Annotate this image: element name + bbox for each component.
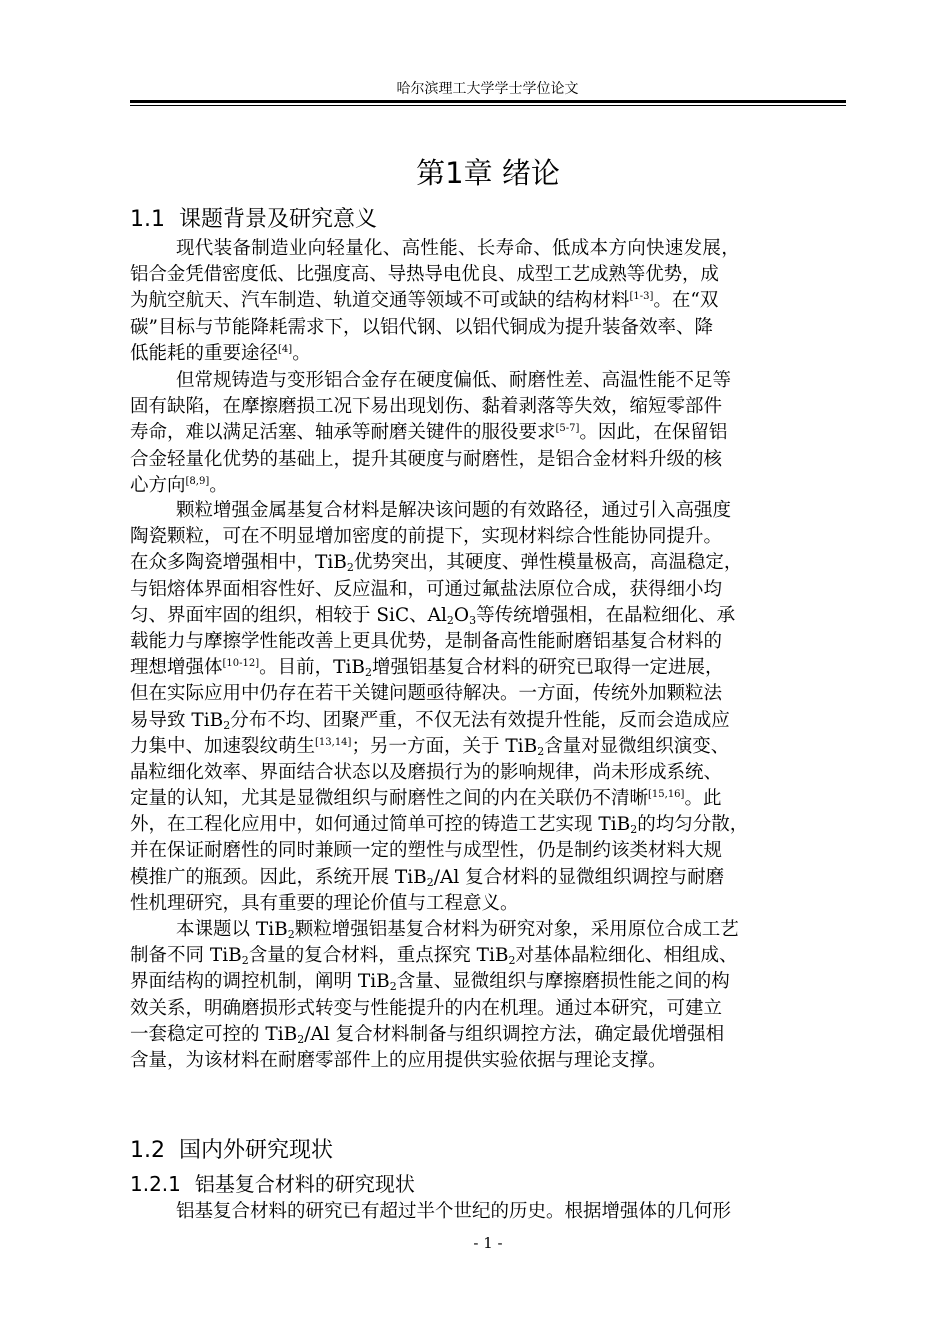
- running-header: 哈尔滨理工大学学士学位论文: [396, 81, 579, 97]
- text-line: 效关系，明确磨损形式转变与性能提升的内在机理。通过本研究，可建立: [130, 997, 723, 1019]
- header-rule-thick: [130, 100, 846, 103]
- text-line: 理想增强体[10-12]。目前，TiB$_2$增强铝基复合材料的研究已取得一定进展，: [130, 657, 724, 680]
- text-line: 力集中、加速裂纹萌生[13,14]；另一方面，关于 TiB$_2$含量对显微组织演变、: [130, 735, 730, 758]
- chapter-title: 第1章 绪论: [416, 156, 560, 190]
- text-line: 颗粒增强金属基复合材料是解决该问题的有效路径，通过引入高强度: [176, 500, 732, 521]
- citation: [10-12]: [222, 658, 260, 670]
- text-line: 碳”目标与节能降耗需求下，以铝代钢、以铝代铜成为提升装备效率、降: [130, 316, 713, 338]
- text-line: 但在实际应用中仍存在若干关键问题亟待解决。一方面，传统外加颗粒法: [130, 683, 723, 705]
- paragraph-1: [130, 236, 846, 367]
- text-line: 固有缺陷，在摩擦磨损工况下易出现划伤、黏着剥落等失效，缩短零部件: [130, 396, 723, 418]
- citation: [4]: [278, 343, 293, 355]
- text-line: 性机理研究，具有重要的理论价值与工程意义。: [130, 892, 519, 914]
- text-line: 在众多陶瓷增强相中，TiB$_2$优势突出，其硬度、弹性模量极高，高温稳定，: [130, 552, 743, 575]
- section-title: 国内外研究现状: [179, 1138, 334, 1163]
- paragraph-5: [130, 1199, 846, 1225]
- citation: [5-7]: [555, 423, 580, 435]
- section-number: 1.2.1: [130, 1172, 181, 1196]
- section-number: 1.2: [130, 1138, 165, 1163]
- text-line: 现代装备制造业向轻量化、高性能、长寿命、低成本方向快速发展，: [176, 238, 741, 259]
- text-line: 外，在工程化应用中，如何通过简单可控的铸造工艺实现 TiB$_2$的均匀分散，: [130, 814, 749, 837]
- citation: [15,16]: [648, 789, 685, 801]
- section-number: 1.1: [130, 207, 165, 232]
- page-number: - 1 -: [473, 1234, 503, 1252]
- text-line: 为航空航天、汽车制造、轨道交通等领域不可或缺的结构材料[1-3]。在“双: [130, 290, 719, 312]
- text-line: 并在保证耐磨性的同时兼顾一定的塑性与成型性，仍是制约该类材料大规: [130, 840, 723, 862]
- text-line: 易导致 TiB$_2$分布不均、团聚严重，不仅无法有效提升性能，反而会造成应: [130, 709, 730, 732]
- text-line: 铝合金凭借密度低、比强度高、导热导电优良、成型工艺成熟等优势，成: [130, 264, 719, 286]
- text-line: 合金轻量化优势的基础上，提升其硬度与耐磨性，是铝合金材料升级的核: [130, 448, 723, 470]
- citation: [13,14]: [315, 736, 352, 748]
- text-line: 心方向[8,9]。: [130, 474, 228, 496]
- text-line: 晶粒细化效率、界面结合状态以及磨损行为的影响规律，尚未形成系统、: [130, 761, 723, 783]
- text-line: 制备不同 TiB$_2$含量的复合材料，重点探究 TiB$_2$对基体晶粒细化、相组成、: [130, 945, 738, 968]
- header-rule-thin: [130, 105, 846, 106]
- text-line: 铝基复合材料的研究已有超过半个世纪的历史。根据增强体的几何形: [176, 1201, 732, 1222]
- citation: [1-3]: [629, 291, 654, 303]
- section-heading-1-1: [130, 205, 377, 235]
- text-line: 一套稳定可控的 TiB$_2$/Al 复合材料制备与组织调控方法，确定最优增强相: [130, 1023, 725, 1046]
- text-line: 但常规铸造与变形铝合金存在硬度偏低、耐磨性差、高温性能不足等: [176, 370, 732, 391]
- text-line: 寿命，难以满足活塞、轴承等耐磨关键件的服役要求[5-7]。因此，在保留铝: [130, 422, 728, 444]
- paragraph-2: [130, 368, 846, 499]
- section-heading-1-2: [130, 1136, 333, 1166]
- section-title: 课题背景及研究意义: [179, 207, 378, 232]
- text-line: 低能耗的重要途径[4]。: [130, 342, 311, 364]
- text-line: 与铝熔体界面相容性好、反应温和，可通过氟盐法原位合成，获得细小均: [130, 578, 723, 600]
- text-line: 陶瓷颗粒，可在不明显增加密度的前提下，实现材料综合性能协同提升。: [130, 526, 723, 548]
- text-line: 定量的认知，尤其是显微组织与耐磨性之间的内在关联仍不清晰[15,16]。此: [130, 788, 722, 810]
- paragraph-3: [130, 498, 846, 917]
- text-line: 模推广的瓶颈。因此，系统开展 TiB$_2$/Al 复合材料的显微组织调控与耐磨: [130, 866, 725, 889]
- text-line: 本课题以 TiB$_2$颗粒增强铝基复合材料为研究对象，采用原位合成工艺: [176, 919, 739, 941]
- paragraph-4: [130, 917, 846, 1074]
- text-line: 载能力与摩擦学性能改善上更具优势，是制备高性能耐磨铝基复合材料的: [130, 630, 723, 652]
- text-line: 界面结构的调控机制，阐明 TiB$_2$含量、显微组织与摩擦磨损性能之间的构: [130, 971, 730, 994]
- text-line: 含量，为该材料在耐磨零部件上的应用提供实验依据与理论支撑。: [130, 1049, 667, 1071]
- section-title: 铝基复合材料的研究现状: [194, 1172, 415, 1196]
- citation: [8,9]: [185, 475, 210, 487]
- subsection-heading-1-2-1: [130, 1170, 415, 1198]
- text-line: 匀、界面牢固的组织，相较于 SiC、$Al_2O_3$等传统增强相，在晶粒细化、承: [130, 604, 736, 627]
